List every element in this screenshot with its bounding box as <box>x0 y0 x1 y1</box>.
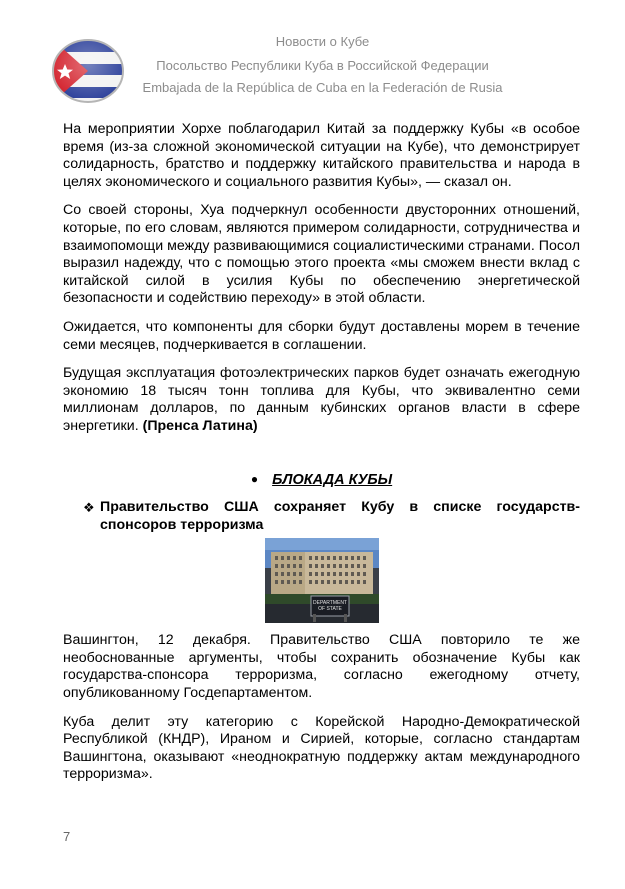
page-number: 7 <box>63 829 71 844</box>
article2-paragraph-2: Куба делит эту категорию с Корейской Народно-Демократической Республикой (КНДР), Ираном и Сирией, которые, согласно стандартам Вашингтона, оказывают «неоднократную поддержку актам международного терроризма». <box>63 713 580 783</box>
article2-paragraph-1: Вашингтон, 12 декабря. Правительство США повторило те же необоснованные аргументы, чтобы сохранить обозначение Кубы как государства-спонсора терроризма, согласно ежегодному отчету, опубликованному Госдепартаментом. <box>63 632 580 702</box>
article1-source: (Пренса Латина) <box>142 417 258 434</box>
article1-paragraph-2: Со своей стороны, Хуа подчеркнул особенности двусторонних отношений, которые, по его словам, являются примером солидарности, сотрудничества и взаимопомощи между развивающимися социалистическими странами. Посол выразил надежду, что с помощью этого проекта «мы сможем внести вклад с китайской силой в усилия Кубы по обеспечению энергетической безопасности и содействию переходу» в этой области. <box>63 202 580 307</box>
article1-paragraph-4 <box>63 365 580 435</box>
bullet-icon: ● <box>250 471 259 486</box>
article2-headline-text: Правительство США сохраняет Кубу в списке государств-спонсоров терроризма <box>100 499 580 533</box>
diamond-bullet-icon: ❖ <box>83 500 95 516</box>
article1-paragraph-1: На мероприятии Хорхе поблагодарил Китай за поддержку Кубы «в особое время (из-за сложной экономической ситуации на Кубе), что демонстрирует солидарность, братство и поддержку китайского правительства и народа в целях экономического и социального развития Кубы», — сказал он. <box>63 121 580 190</box>
header-embassy-es: Embajada de la República de Cuba en la Federación de Rusia <box>142 80 503 95</box>
photo-sign-line-2: OF STATE <box>317 606 342 613</box>
state-department-photo <box>265 538 379 623</box>
article2-headline <box>63 499 580 534</box>
page-content <box>63 121 580 795</box>
header-title: Новости о Кубе <box>275 34 370 49</box>
article1-paragraph-3: Ожидается, что компоненты для сборки будут доставлены морем в течение семи месяцев, подчеркивается в соглашении. <box>63 318 580 353</box>
photo-sign-line-1: DEPARTMENT <box>312 600 347 607</box>
header-embassy-ru: Посольство Республики Куба в Российской Федерации <box>156 58 489 73</box>
section-title: БЛОКАДА КУБЫ <box>272 471 393 488</box>
article1-paragraph-4-text: Будущая эксплуатация фотоэлектрических парков будет означать ежегодную экономию 18 тысяч тонн топлива для Кубы, что эквивалентно семи миллионам долларов, по данным кубинских органов власти в сфере энергетики. <box>63 365 580 434</box>
section-heading <box>63 471 580 490</box>
page-header <box>0 0 625 110</box>
